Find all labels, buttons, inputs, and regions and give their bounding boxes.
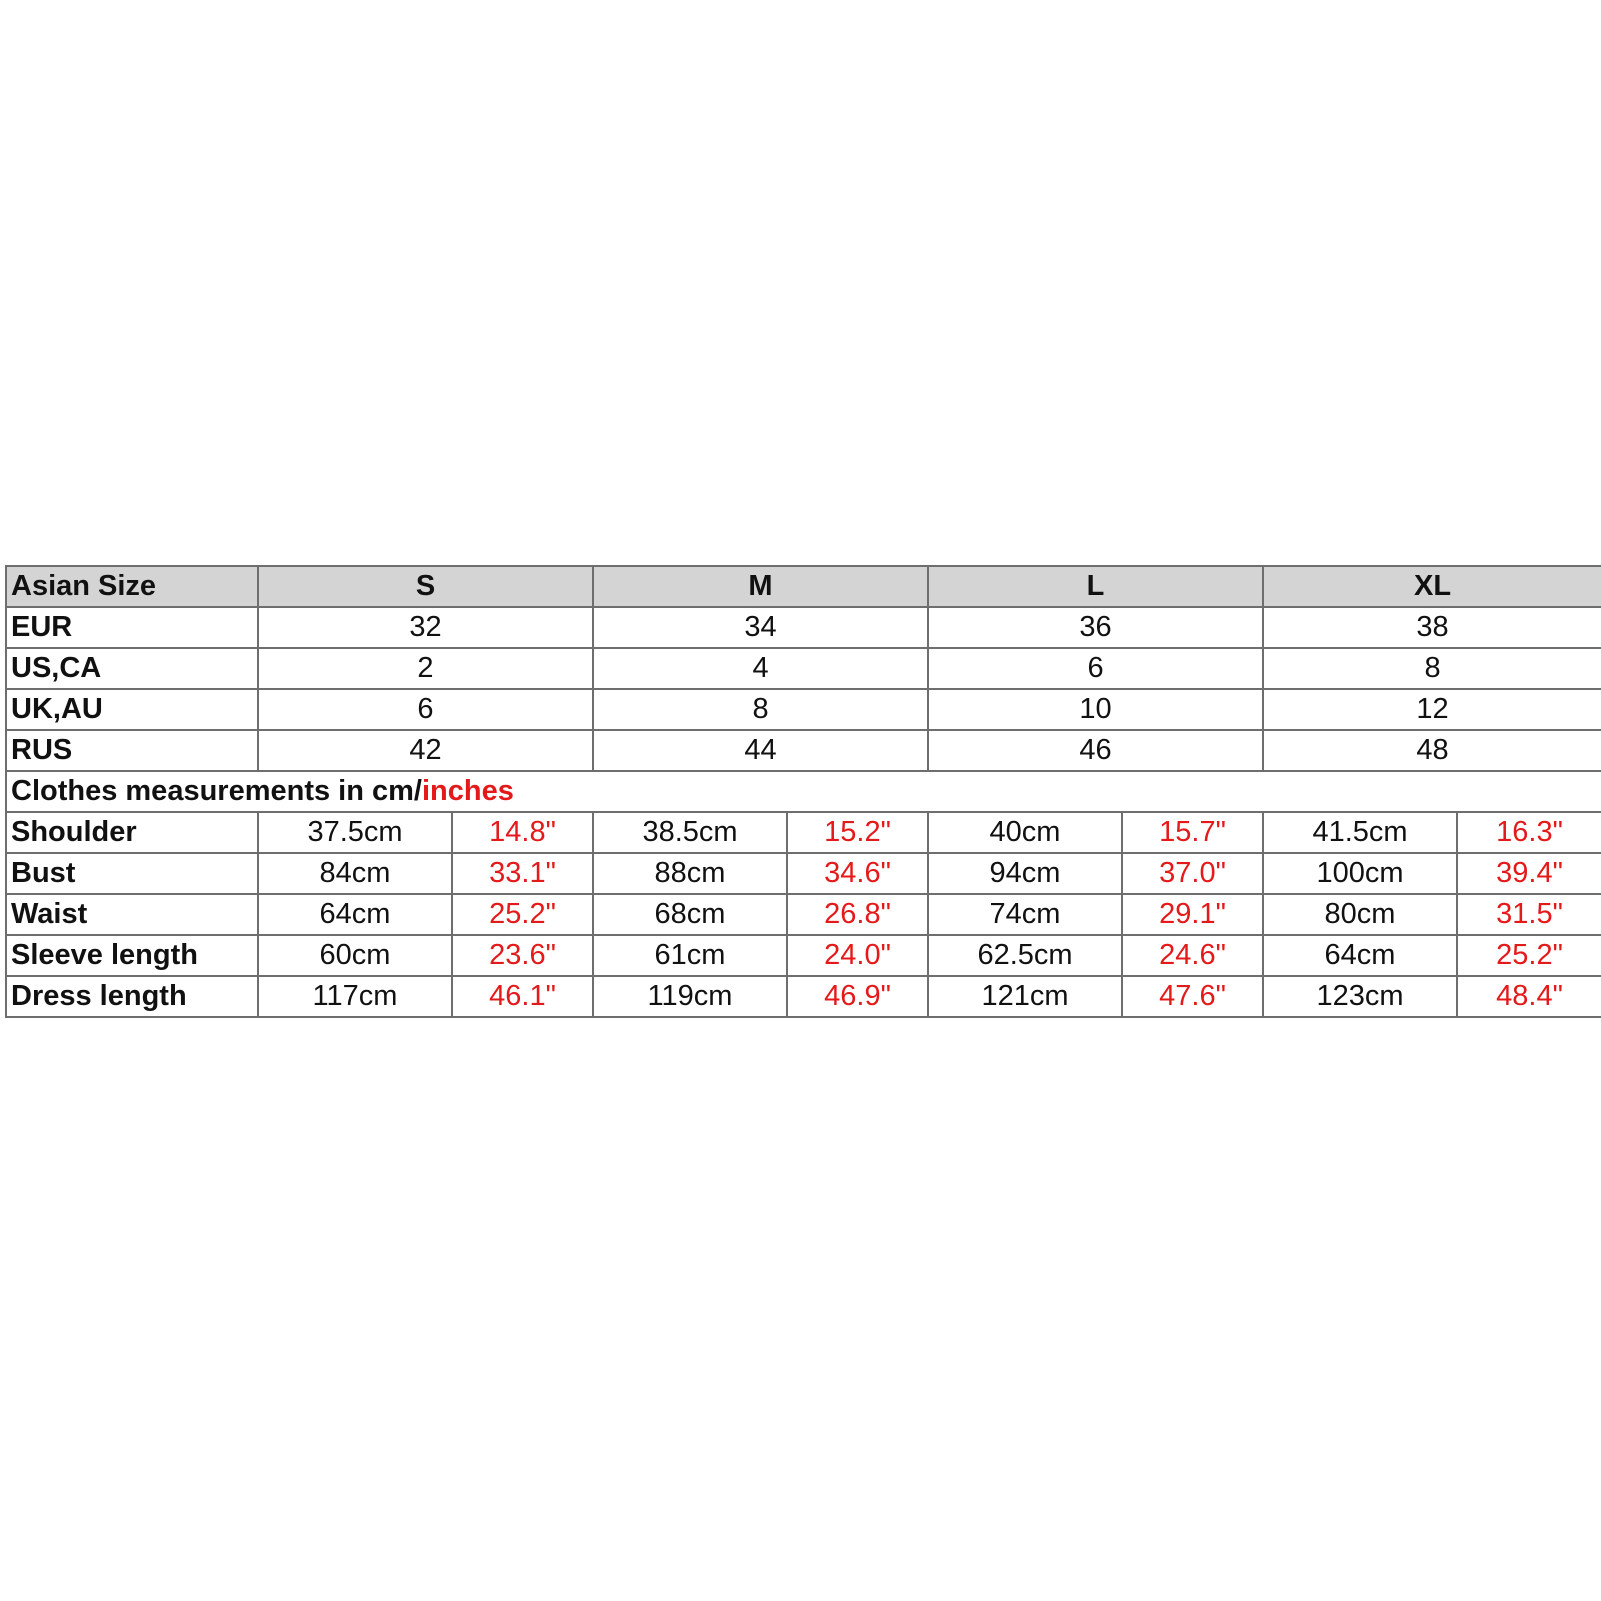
table-cell: 46 [928, 730, 1263, 771]
cm-cell: 61cm [593, 935, 787, 976]
inch-cell: 33.1" [452, 853, 593, 894]
table-cell: 8 [593, 689, 928, 730]
cm-cell: 121cm [928, 976, 1122, 1017]
inch-cell: 48.4" [1457, 976, 1601, 1017]
table-cell: 42 [258, 730, 593, 771]
conversion-row-eur [6, 607, 1601, 648]
inch-cell: 23.6" [452, 935, 593, 976]
section-title [6, 771, 1601, 812]
row-label: RUS [6, 730, 258, 771]
row-label: US,CA [6, 648, 258, 689]
section-title-prefix: Clothes measurements in cm/ [11, 775, 422, 807]
measurement-row-dress-length [6, 976, 1601, 1017]
table-cell: 8 [1263, 648, 1601, 689]
cm-cell: 88cm [593, 853, 787, 894]
table-cell: 6 [928, 648, 1263, 689]
conversion-row-us-ca [6, 648, 1601, 689]
row-label: Sleeve length [6, 935, 258, 976]
cm-cell: 64cm [258, 894, 452, 935]
table-cell: 34 [593, 607, 928, 648]
table-cell: 12 [1263, 689, 1601, 730]
inch-cell: 25.2" [452, 894, 593, 935]
cm-cell: 123cm [1263, 976, 1457, 1017]
table-cell: 10 [928, 689, 1263, 730]
measurement-row-waist [6, 894, 1601, 935]
cm-cell: 64cm [1263, 935, 1457, 976]
table-cell: 44 [593, 730, 928, 771]
cm-cell: 100cm [1263, 853, 1457, 894]
measurement-row-bust [6, 853, 1601, 894]
inch-cell: 31.5" [1457, 894, 1601, 935]
inch-cell: 46.1" [452, 976, 593, 1017]
header-row [6, 566, 1601, 607]
inch-cell: 16.3" [1457, 812, 1601, 853]
inch-cell: 34.6" [787, 853, 928, 894]
size-s-header: S [258, 566, 593, 607]
inch-cell: 14.8" [452, 812, 593, 853]
table-cell: 2 [258, 648, 593, 689]
table-cell: 36 [928, 607, 1263, 648]
inch-cell: 39.4" [1457, 853, 1601, 894]
row-label: Shoulder [6, 812, 258, 853]
cm-cell: 41.5cm [1263, 812, 1457, 853]
cm-cell: 80cm [1263, 894, 1457, 935]
row-label: Bust [6, 853, 258, 894]
row-label: Dress length [6, 976, 258, 1017]
table-cell: 38 [1263, 607, 1601, 648]
inch-cell: 47.6" [1122, 976, 1263, 1017]
table-cell: 4 [593, 648, 928, 689]
inch-cell: 46.9" [787, 976, 928, 1017]
row-label: Waist [6, 894, 258, 935]
inch-cell: 24.6" [1122, 935, 1263, 976]
row-label: EUR [6, 607, 258, 648]
table-cell: 48 [1263, 730, 1601, 771]
size-xl-header: XL [1263, 566, 1601, 607]
cm-cell: 84cm [258, 853, 452, 894]
cm-cell: 40cm [928, 812, 1122, 853]
section-title-suffix: inches [421, 775, 514, 807]
inch-cell: 15.7" [1122, 812, 1263, 853]
cm-cell: 68cm [593, 894, 787, 935]
conversion-row-rus [6, 730, 1601, 771]
header-label: Asian Size [6, 566, 258, 607]
cm-cell: 119cm [593, 976, 787, 1017]
table-cell: 6 [258, 689, 593, 730]
inch-cell: 26.8" [787, 894, 928, 935]
inch-cell: 29.1" [1122, 894, 1263, 935]
cm-cell: 38.5cm [593, 812, 787, 853]
cm-cell: 62.5cm [928, 935, 1122, 976]
section-row [6, 771, 1601, 812]
cm-cell: 37.5cm [258, 812, 452, 853]
measurement-row-shoulder [6, 812, 1601, 853]
conversion-row-uk-au [6, 689, 1601, 730]
row-label: UK,AU [6, 689, 258, 730]
table-cell: 32 [258, 607, 593, 648]
inch-cell: 15.2" [787, 812, 928, 853]
inch-cell: 37.0" [1122, 853, 1263, 894]
cm-cell: 74cm [928, 894, 1122, 935]
inch-cell: 24.0" [787, 935, 928, 976]
size-l-header: L [928, 566, 1263, 607]
cm-cell: 94cm [928, 853, 1122, 894]
measurement-row-sleeve-length [6, 935, 1601, 976]
cm-cell: 60cm [258, 935, 452, 976]
cm-cell: 117cm [258, 976, 452, 1017]
size-m-header: M [593, 566, 928, 607]
size-chart-table [5, 565, 1601, 1018]
inch-cell: 25.2" [1457, 935, 1601, 976]
